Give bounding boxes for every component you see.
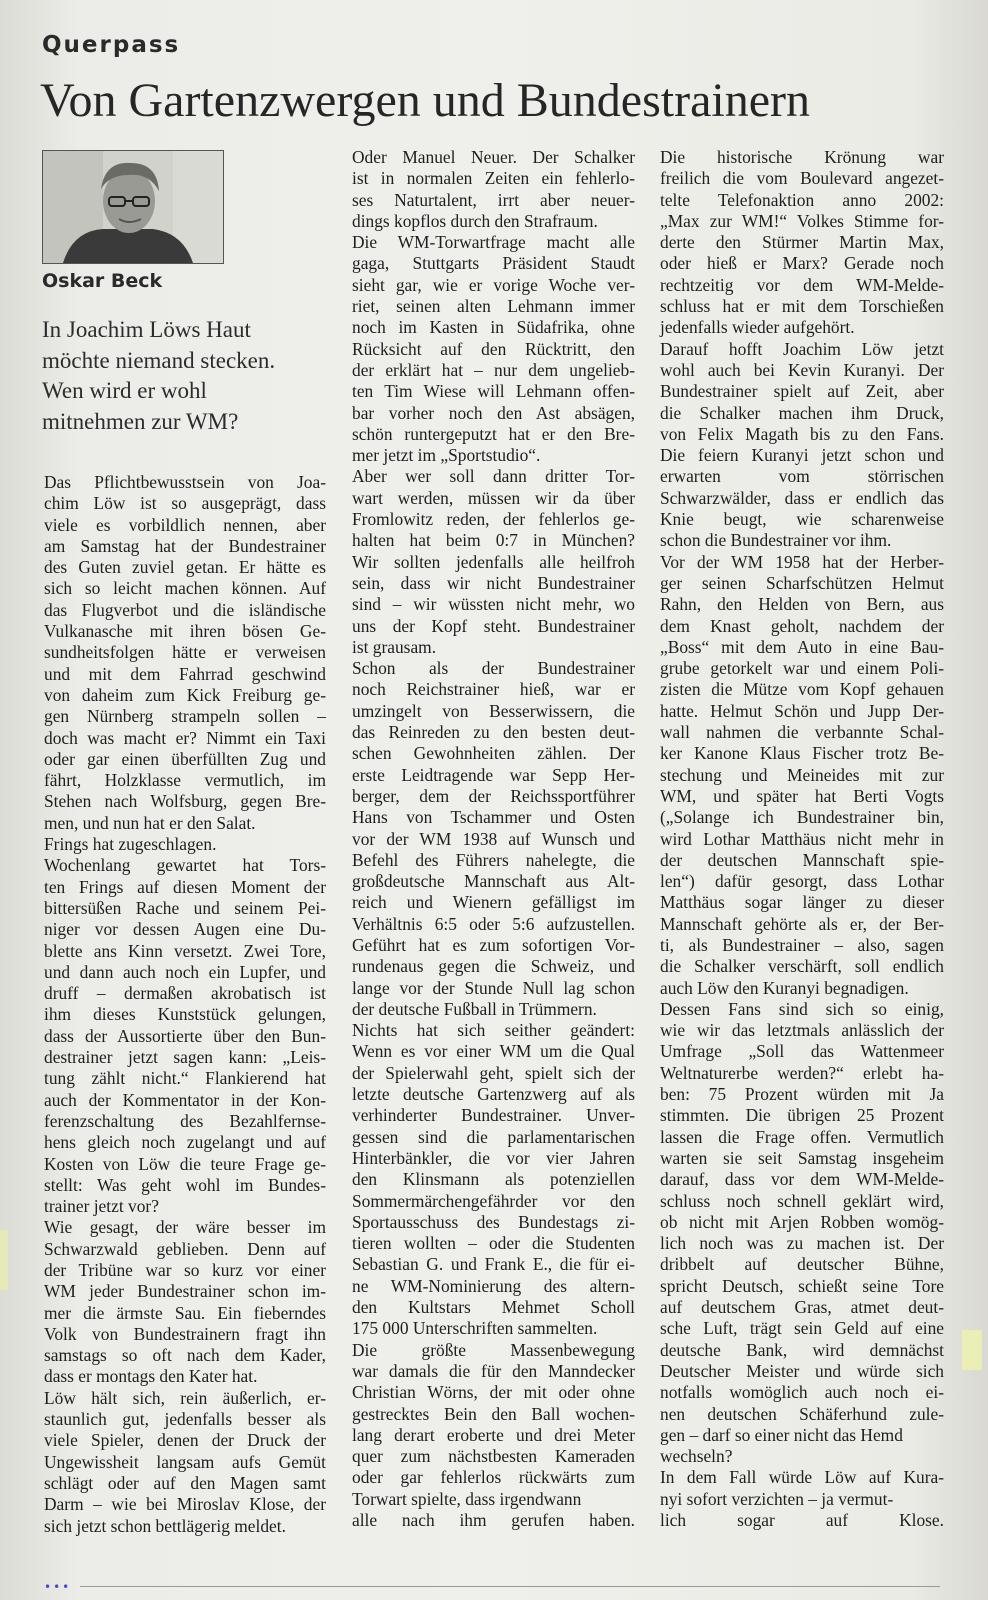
article-line: wart werden, müssen wir da über	[352, 487, 635, 508]
article-line: derte den Stürmer Martin Max,	[660, 232, 944, 253]
article-line: Wenn es vor einer WM um die Qual	[352, 1041, 635, 1062]
article-line: Wir sollten jedenfalls alle heilfroh	[352, 551, 635, 572]
article-line: von daheim zum Kick Freiburg ge-	[44, 684, 326, 705]
lead-line: Wen wird er wohl	[42, 378, 207, 403]
article-line: Löw hält sich, rein äußerlich, er-	[44, 1387, 326, 1408]
article-line: fährt, Holzklasse vermutlich, im	[44, 770, 326, 791]
article-line: den Klinsmann als potenziellen	[352, 1169, 635, 1190]
article-line: das Reinreden zu den besten deut-	[352, 722, 635, 743]
article-line: sieht gar, wie er vorige Woche ver-	[352, 274, 635, 295]
article-line: sche Luft, trägt sein Geld auf eine	[660, 1318, 944, 1339]
article-line: Oder Manuel Neuer. Der Schalker	[352, 147, 635, 167]
headline: Von Gartenzwergen und Bundestrainern	[40, 74, 811, 127]
article-line: spricht Deutsch, schießt seine Tore	[660, 1275, 944, 1296]
article-line: war damals die für den Manndecker	[352, 1360, 635, 1381]
article-line: von Felix Magath bis zu den Fans.	[660, 423, 944, 444]
article-line: men, und nun hat er den Salat.	[44, 812, 256, 833]
page-divider	[80, 1586, 940, 1587]
article-line: das Flugverbot und die isländische	[44, 599, 326, 620]
article-line: großdeutsche Mannschaft aus Alt-	[352, 871, 635, 892]
article-line: blette ans Kinn versetzt. Zwei Tore,	[44, 940, 326, 961]
article-line: hatte. Helmut Schön und Jupp Der-	[660, 700, 944, 721]
article-line: 175 000 Unterschriften sammelten.	[352, 1318, 598, 1339]
article-line: ten Frings auf diesen Moment der	[44, 876, 326, 897]
article-line: Die historische Krönung war	[660, 147, 944, 167]
article-line: gestrecktes Bein den Ball wochen-	[352, 1403, 635, 1424]
author-portrait	[42, 150, 224, 264]
article-line: wohl auch bei Kevin Kuranyi. Der	[660, 359, 944, 380]
article-line: Wie gesagt, der wäre besser im	[44, 1217, 326, 1238]
article-line: Mannschaft gehörte als er, der Ber-	[660, 913, 944, 934]
article-line: die Schalker machen ihm Druck,	[660, 402, 944, 423]
article-line: ker Kanone Klaus Fischer trotz Be-	[660, 743, 944, 764]
article-line: der deutschen Mannschaft spie-	[660, 849, 944, 870]
article-line: auch Löw den Kuranyi begnadigen.	[660, 977, 909, 998]
article-line: am Samstag hat der Bundestrainer	[44, 535, 326, 556]
article-line: Matthäus sogar länger zu dieser	[660, 892, 944, 913]
article-column-1	[44, 472, 326, 1537]
article-line: Verhältnis 6:5 oder 5:6 aufzustellen.	[352, 913, 635, 934]
article-line: alle nach ihm gerufen haben.	[352, 1510, 635, 1530]
article-line: Schwarzwälder, dass er endlich das	[660, 487, 944, 508]
article-line: lich noch was zu machen ist. Der	[660, 1233, 944, 1254]
article-line: destrainer jetzt sagen kann: „Leis-	[44, 1047, 326, 1068]
article-line: Aber wer soll dann dritter Tor-	[352, 466, 635, 487]
article-line: stechung und Meineides mit zur	[660, 764, 944, 785]
article-line: halten hat beim 0:7 in München?	[352, 530, 635, 551]
article-line: reich und Wienern gefälligst im	[352, 892, 635, 913]
article-line: staunlich gut, jedenfalls besser als	[44, 1409, 326, 1430]
page-dots-icon: •••	[44, 1580, 72, 1594]
article-column-3	[660, 147, 944, 1531]
article-line: Knie beugt, wie scharenweise	[660, 509, 944, 530]
article-line: druff – dermaßen akrobatisch ist	[44, 983, 326, 1004]
article-line: dings kopflos durch den Strafraum.	[352, 210, 598, 231]
article-line: oder hieß er Marx? Gerade noch	[660, 253, 944, 274]
article-line: ti, als Bundestrainer – also, sagen	[660, 934, 944, 955]
article-line: der Tribüne war so kurz vor einer	[44, 1259, 326, 1280]
article-line: Volk von Bundestrainern fragt ihn	[44, 1323, 326, 1344]
article-line: sich jetzt schon bettlägerig meldet.	[44, 1515, 286, 1536]
article-line: schen Gewohnheiten zählen. Der	[352, 743, 635, 764]
article-line: „Max zur WM!“ Volkes Stimme for-	[660, 210, 944, 231]
article-line: der Spielerwahl geht, spielt sich der	[352, 1062, 635, 1083]
article-line: Darauf hofft Joachim Löw jetzt	[660, 338, 944, 359]
article-line: ist in normalen Zeiten ein fehlerlo-	[352, 168, 635, 189]
article-line: sich so leicht machen können. Auf	[44, 578, 326, 599]
article-line: nen deutschen Schäferhund zule-	[660, 1403, 944, 1424]
article-line: Sebastian G. und Frank E., die für ei-	[352, 1254, 635, 1275]
article-line: dass der Aussortierte über den Bun-	[44, 1025, 326, 1046]
article-line: grube getorkelt war und einem Poli-	[660, 658, 944, 679]
article-line: stimmten. Die übrigen 25 Prozent	[660, 1105, 944, 1126]
article-line: schon die Bundestrainer vor ihm.	[660, 530, 892, 551]
article-line: lang derart eroberte und drei Meter	[352, 1424, 635, 1445]
article-line: erwarten vom störrischen	[660, 466, 944, 487]
article-line: telte Telefonaktion anno 2002:	[660, 189, 944, 210]
lead-line: mitnehmen zur WM?	[42, 408, 239, 434]
article-line: des Guten zuviel getan. Er hätte es	[44, 557, 326, 578]
author-name: Oskar Beck	[42, 270, 163, 292]
article-line: jedenfalls wieder aufgehört.	[660, 317, 855, 338]
article-line: quer zum nächstbesten Kameraden	[352, 1446, 635, 1467]
article-line: Sportausschuss des Bundestags zi-	[352, 1211, 635, 1232]
article-line: WM, und später hat Berti Vogts	[660, 785, 944, 806]
article-line: ferenzschaltung des Bezahlfernse-	[44, 1110, 326, 1131]
article-line: Ungewissheit langsam aufs Gemüt	[44, 1451, 326, 1472]
article-line: WM jeder Bundestrainer schon im-	[44, 1281, 326, 1302]
article-line: rechtzeitig vor dem WM-Melde-	[660, 274, 944, 295]
article-line: den Kultstars Mehmet Scholl	[352, 1297, 635, 1318]
article-line: rundenaus gegen die Schweiz, und	[352, 956, 635, 977]
article-line: ne WM-Nominierung des altern-	[352, 1275, 635, 1296]
article-line: Vor der WM 1958 hat der Herber-	[660, 551, 944, 572]
article-line: gessen sind die parlamentarischen	[352, 1126, 635, 1147]
article-line: lich sogar auf Klose.	[660, 1510, 944, 1530]
article-line: Dessen Fans sind sich so einig,	[660, 998, 944, 1019]
article-line: Darm – wie bei Miroslav Klose, der	[44, 1494, 326, 1515]
article-line: Schwarzwald geblieben. Denn auf	[44, 1238, 326, 1259]
highlighter-mark	[962, 1330, 982, 1370]
article-line: Die feiern Kuranyi jetzt schon und	[660, 445, 944, 466]
article-line: Wochenlang gewartet hat Tors-	[44, 855, 326, 876]
article-line: riet, seinen alten Lehmann immer	[352, 296, 635, 317]
article-line: doch was macht er? Nimmt ein Taxi	[44, 727, 326, 748]
article-line: ben: 75 Prozent würden mit Ja	[660, 1084, 944, 1105]
article-line: tieren wollten – oder die Studenten	[352, 1233, 635, 1254]
article-line: mer jetzt im „Sportstudio“.	[352, 445, 541, 466]
article-line: erste Leidtragende war Sepp Her-	[352, 764, 635, 785]
article-line: Frings hat zugeschlagen.	[44, 834, 217, 855]
lead-line: möchte niemand stecken.	[42, 347, 276, 373]
article-line: ihm dieses Kunststück gelungen,	[44, 1004, 326, 1025]
article-line: Die WM-Torwartfrage macht alle	[352, 232, 635, 253]
article-line: noch Reichstrainer hieß, war er	[352, 679, 635, 700]
column-rubric: Querpass	[42, 32, 181, 58]
article-line: Schon als der Bundestrainer	[352, 658, 635, 679]
article-line: Vulkanasche mit ihren bösen Ge-	[44, 621, 326, 642]
article-line: niger vor dessen Augen eine Du-	[44, 919, 326, 940]
article-line: Christian Wörns, der mit oder ohne	[352, 1382, 635, 1403]
article-line: auf deutschem Gras, atmet deut-	[660, 1297, 944, 1318]
article-line: mer die ärmste Sau. Ein fieberndes	[44, 1302, 326, 1323]
article-line: auch der Kommentator in der Kon-	[44, 1089, 326, 1110]
article-line: trainer jetzt vor?	[44, 1196, 159, 1217]
article-line: dribbelt auf deutscher Bühne,	[660, 1254, 944, 1275]
article-line: Umfrage „Soll das Wattenmeer	[660, 1041, 944, 1062]
article-line: gen Nürnberg strampeln sollen –	[44, 706, 326, 727]
article-line: deutsche Bank, wird demnächst	[660, 1339, 944, 1360]
article-line: tung zählt nicht.“ Flankierend hat	[44, 1068, 326, 1089]
article-line: „Boss“ mit dem Auto in eine Bau-	[660, 636, 944, 657]
article-line: Nichts hat sich seither geändert:	[352, 1020, 635, 1041]
article-line: der deutsche Fußball in Trümmern.	[352, 998, 597, 1019]
article-line: Befehl des Führers nahelegte, die	[352, 849, 635, 870]
article-line: („Solange ich Bundestrainer bin,	[660, 807, 944, 828]
article-line: Kosten von Löw die teure Frage ge-	[44, 1153, 326, 1174]
article-line: wechseln?	[660, 1446, 733, 1467]
article-line: zisten die Mütze vom Kopf gehauen	[660, 679, 944, 700]
article-line: Die größte Massenbewegung	[352, 1339, 635, 1360]
article-line: sundheitsfolgen hätte er verweisen	[44, 642, 326, 663]
article-line: hens gleich noch zugelangt und auf	[44, 1132, 326, 1153]
article-line: letzte deutsche Gartenzwerg auf als	[352, 1084, 635, 1105]
article-line: bar vorher noch den Ast absägen,	[352, 402, 635, 423]
article-line: samstags so oft nach dem Kader,	[44, 1345, 326, 1366]
article-line: wall nahmen die verbannte Schal-	[660, 722, 944, 743]
article-line: oder gar fehlerlos rückwärts zum	[352, 1467, 635, 1488]
article-line: die Schalker verschärft, soll endlich	[660, 956, 944, 977]
article-line: Deutscher Meister und würde sich	[660, 1360, 944, 1381]
article-line: Fromlowitz reden, der fehlerlos ge-	[352, 509, 635, 530]
article-line: gen – darf so einer nicht das Hemd	[660, 1424, 903, 1445]
article-line: sein, dass wir nicht Bundestrainer	[352, 572, 635, 593]
article-line: bittersüßen Rache und seinem Pei-	[44, 897, 326, 918]
article-line: dem Knast geholt, nachdem der	[660, 615, 944, 636]
article-line: und mit dem Fahrrad geschwind	[44, 663, 326, 684]
author-photo-icon	[43, 151, 223, 263]
article-line: Torwart spielte, dass irgendwann	[352, 1488, 582, 1509]
article-line: nyi sofort verzichten – ja vermut-	[660, 1488, 894, 1509]
article-line: lassen die Frage offen. Vermutlich	[660, 1126, 944, 1147]
article-line: und dann auch noch ein Lupfer, und	[44, 961, 326, 982]
article-line: lange vor der Stunde Null lag schon	[352, 977, 635, 998]
article-line: In dem Fall würde Löw auf Kura-	[660, 1467, 944, 1488]
article-line: schlägt oder auf den Magen samt	[44, 1472, 326, 1493]
article-line: stellt: Was geht wohl im Bundes-	[44, 1174, 326, 1195]
article-line: noch im Kasten in Südafrika, ohne	[352, 317, 635, 338]
article-line: vor der WM 1938 auf Wunsch und	[352, 828, 635, 849]
article-line: berger, dem der Reichssportführer	[352, 785, 635, 806]
article-line: ten Tim Wiese will Lehmann offen-	[352, 381, 635, 402]
lead-line: In Joachim Löws Haut	[42, 317, 251, 342]
lead-paragraph	[42, 315, 312, 437]
article-line: Rahn, den Helden von Bern, aus	[660, 594, 944, 615]
article-line: ger seinen Scharfschützen Helmut	[660, 572, 944, 593]
article-line: chim Löw ist so ausgeprägt, dass	[44, 493, 326, 514]
article-line: ob nicht mit Arjen Robben womög-	[660, 1211, 944, 1232]
article-line: umzingelt von Besserwissern, die	[352, 700, 635, 721]
article-line: Rücksicht auf den Rücktritt, den	[352, 338, 635, 359]
article-line: Stehen nach Wolfsburg, gegen Bre-	[44, 791, 326, 812]
highlighter-mark	[0, 1230, 8, 1290]
article-line: viele es vorbildlich nennen, aber	[44, 514, 326, 535]
article-line: wie wir das letztmals anlässlich der	[660, 1020, 944, 1041]
article-line: warten sie seit Samstag insgeheim	[660, 1147, 944, 1168]
article-line: Hans von Tschammer und Osten	[352, 807, 635, 828]
article-line: schön runtergeputzt hat er den Bre-	[352, 423, 635, 444]
article-line: Geführt hat es zum sofortigen Vor-	[352, 934, 635, 955]
article-line: Hinterbänkler, die vor vier Jahren	[352, 1147, 635, 1168]
article-line: schluss hat er mit dem Torschießen	[660, 296, 944, 317]
article-line: Bundestrainer spielt auf Zeit, aber	[660, 381, 944, 402]
article-line: darauf, dass vor dem WM-Melde-	[660, 1169, 944, 1190]
article-line: verhinderter Bundestrainer. Unver-	[352, 1105, 635, 1126]
article-line: sind – wir wüssten nicht mehr, wo	[352, 594, 635, 615]
article-line: len“) dafür gesorgt, dass Lothar	[660, 871, 944, 892]
article-line: wird Lothar Matthäus nicht mehr in	[660, 828, 944, 849]
article-line: Weltnaturerbe werden?“ erlebt ha-	[660, 1062, 944, 1083]
article-line: Sommermärchengefährder vor den	[352, 1190, 635, 1211]
article-line: ses Naturtalent, irrt aber neuer-	[352, 189, 635, 210]
article-line: oder gar einen überfüllten Zug und	[44, 748, 326, 769]
article-line: gaga, Stuttgarts Präsident Staudt	[352, 253, 635, 274]
article-line: viele Spieler, denen der Druck der	[44, 1430, 326, 1451]
article-column-2	[352, 147, 635, 1531]
article-line: notfalls womöglich auch noch ei-	[660, 1382, 944, 1403]
article-line: der erklärt hat – nur dem ungelieb-	[352, 359, 635, 380]
article-line: Das Pflichtbewusstsein von Joa-	[44, 472, 326, 492]
article-line: ist grausam.	[352, 636, 437, 657]
article-line: dass er montags den Kater hat.	[44, 1366, 258, 1387]
article-line: freilich die vom Boulevard angezet-	[660, 168, 944, 189]
article-line: uns der Kopf steht. Bundestrainer	[352, 615, 635, 636]
article-line: schluss noch schnell geklärt wird,	[660, 1190, 944, 1211]
